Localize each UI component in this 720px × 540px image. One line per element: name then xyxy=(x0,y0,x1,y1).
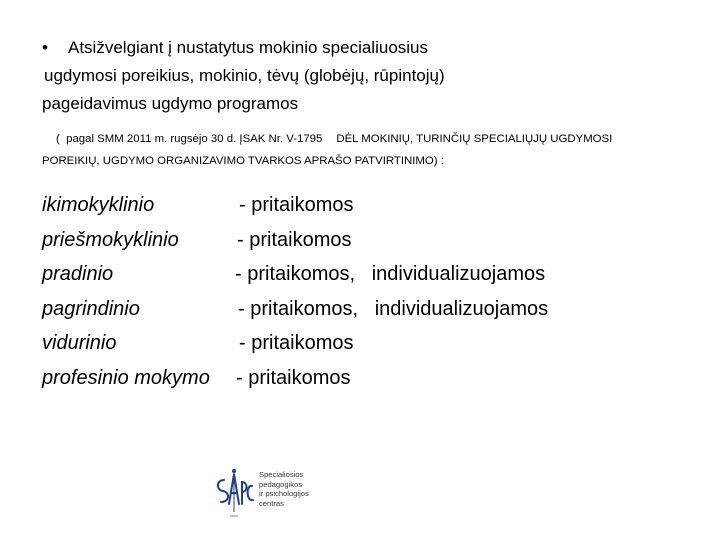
logo-line: Specialiosios xyxy=(259,470,304,479)
reference-title-1: DĖL MOKINIŲ, TURINČIŲ SPECIALIŲJŲ UGDYMOSI xyxy=(336,133,613,145)
reference-line-2: POREIKIŲ, UGDYMO ORGANIZAVIMO TVARKOS APRAŠO PATVIRTINIMO) : xyxy=(42,155,444,167)
level-name: priešmokyklinio xyxy=(42,228,179,251)
level-value: - pritaikomos xyxy=(237,228,352,251)
logo-line: centras xyxy=(259,498,284,508)
level-row xyxy=(42,229,682,264)
level-name: pradinio xyxy=(42,263,114,285)
level-value: - pritaikomos xyxy=(236,366,351,389)
intro-paragraph xyxy=(42,34,682,118)
intro-line-1 xyxy=(42,34,682,62)
level-value: - pritaikomos, individualizuojamos xyxy=(238,297,549,320)
legal-reference xyxy=(42,128,692,172)
education-levels-list xyxy=(42,194,682,401)
intro-text-1: Atsižvelgiant į nustatytus mokinio specialiuosius xyxy=(68,38,429,57)
organization-logo xyxy=(212,466,322,522)
reference-line-1 xyxy=(42,128,692,150)
bullet-icon: • xyxy=(42,38,48,57)
logo-text xyxy=(259,470,309,508)
level-row xyxy=(42,263,682,298)
level-value: - pritaikomos, individualizuojamos xyxy=(235,263,546,285)
logo-emblem-icon xyxy=(212,466,256,522)
level-name: ikimokyklinio xyxy=(42,194,155,216)
reference-order: pagal SMM 2011 m. rugsėjo 30 d. ĮSAK Nr. V-1795 xyxy=(66,133,323,145)
level-name: vidurinio xyxy=(42,332,117,354)
level-row xyxy=(42,332,682,367)
logo-line: ir psichologijos xyxy=(259,489,309,499)
intro-line-3: pageidavimus ugdymo programos xyxy=(42,94,299,113)
level-row xyxy=(42,194,682,229)
level-row xyxy=(42,367,682,402)
level-value: - pritaikomos xyxy=(239,194,354,216)
level-value: - pritaikomos xyxy=(239,332,354,354)
level-row xyxy=(42,298,682,333)
level-name: pagrindinio xyxy=(42,297,140,320)
level-name: profesinio mokymo xyxy=(42,366,210,389)
logo-line: pedagogikos xyxy=(259,479,303,489)
reference-open-paren: ( xyxy=(56,133,60,145)
intro-line-2: ugdymosi poreikius, mokinio, tėvų (globėjų, rūpintojų) xyxy=(44,66,445,85)
